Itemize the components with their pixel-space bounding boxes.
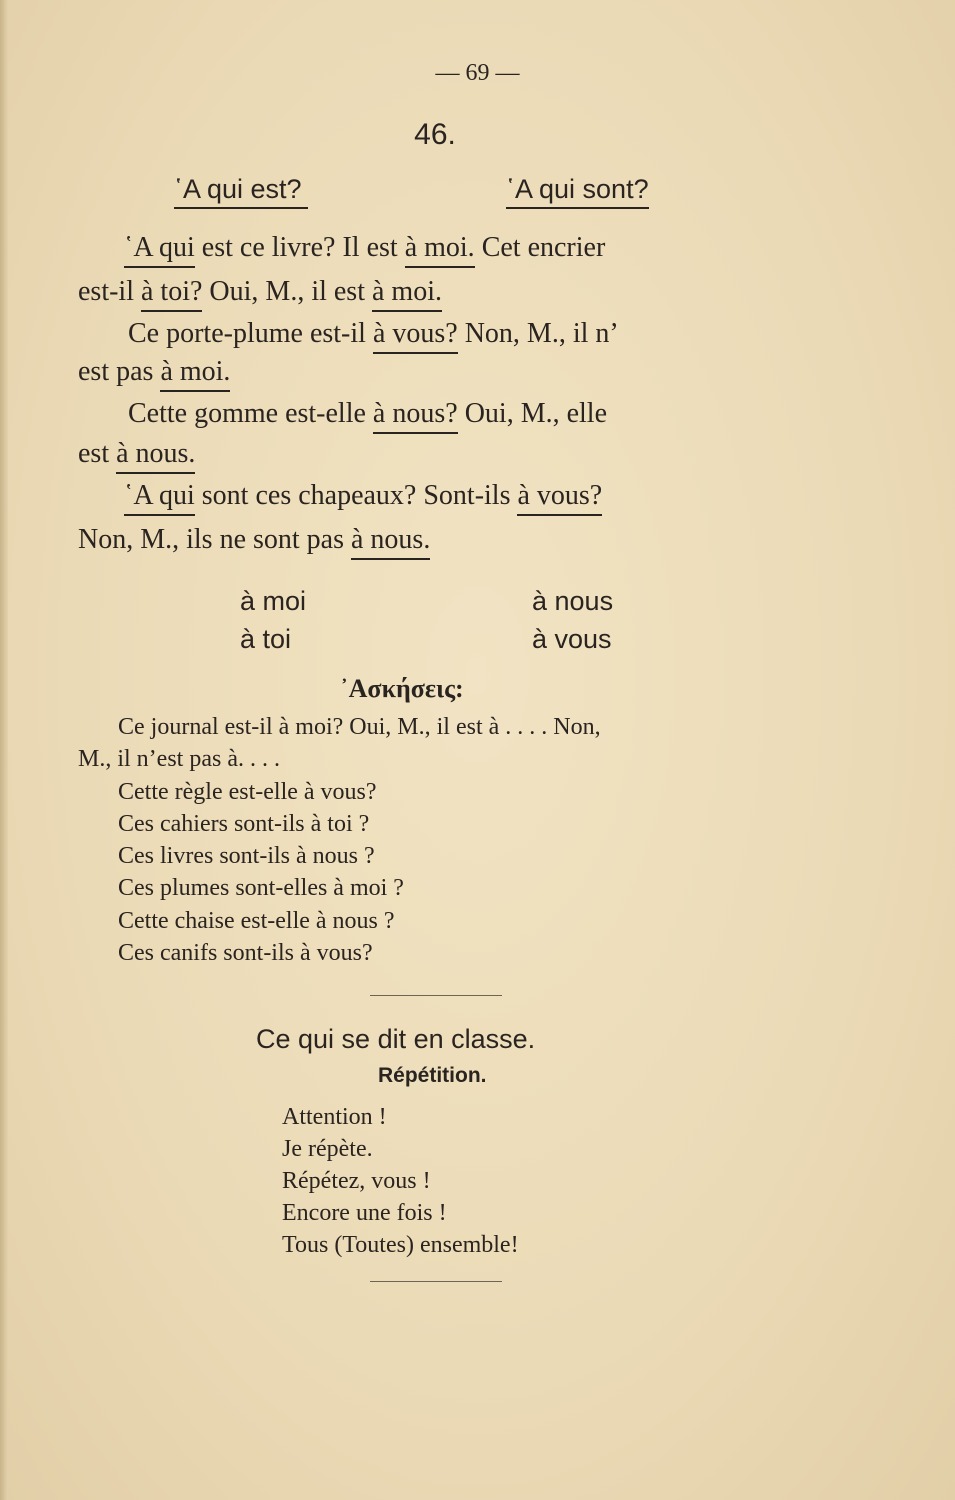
dialogue-line-2: est-il à toi? Oui, M., il est à moi.: [78, 276, 442, 312]
exercise-line: Ces canifs sont-ils à vous?: [118, 940, 373, 966]
pronoun-a-vous: à vous: [532, 624, 612, 654]
exercise-line: Cette chaise est-elle à nous ?: [118, 908, 395, 934]
lesson-number: 46.: [414, 118, 456, 151]
page-number: — 69 —: [435, 60, 520, 86]
exercise-line: Ce journal est-il à moi? Oui, M., il est à . . . . Non,: [118, 714, 601, 740]
heading-a-qui-est: ῾A qui est?: [174, 174, 308, 209]
section-divider: [370, 995, 502, 996]
exercise-line: Ces cahiers sont-ils à toi ?: [118, 811, 370, 837]
classroom-phrase: Répétez, vous !: [282, 1168, 431, 1194]
exercise-line: Ces plumes sont-elles à moi ?: [118, 875, 404, 901]
classroom-phrase: Encore une fois !: [282, 1200, 447, 1226]
dialogue-line-1: ῾A qui est ce livre? Il est à moi. Cet encrier: [124, 232, 605, 268]
exercise-line: Cette règle est-elle à vous?: [118, 779, 377, 805]
dialogue-line-3: Ce porte-plume est-il à vous? Non, M., il n’: [128, 318, 619, 354]
exercise-line: Ces livres sont-ils à nous ?: [118, 843, 375, 869]
classroom-subtitle: Répétition.: [378, 1064, 487, 1087]
dialogue-line-7: ῾A qui sont ces chapeaux? Sont-ils à vous?: [124, 480, 602, 516]
dialogue-line-8: Non, M., ils ne sont pas à nous.: [78, 524, 430, 560]
dialogue-line-6: est à nous.: [78, 438, 195, 474]
pronoun-a-nous: à nous: [532, 586, 614, 616]
classroom-phrase: Tous (Toutes) ensemble!: [282, 1232, 519, 1258]
heading-a-qui-sont: ῾A qui sont?: [506, 174, 649, 209]
section-divider: [370, 1281, 502, 1282]
classroom-phrase: Je répète.: [282, 1136, 373, 1162]
classroom-phrase: Attention !: [282, 1104, 387, 1130]
pronoun-a-moi: à moi: [240, 586, 307, 616]
exercise-line: M., il n’est pas à. . . .: [78, 746, 280, 772]
exercises-title: ᾿Ασκήσεις:: [340, 674, 464, 703]
classroom-title: Ce qui se dit en classe.: [256, 1024, 536, 1054]
pronoun-a-toi: à toi: [240, 624, 292, 654]
dialogue-line-5: Cette gomme est-elle à nous? Oui, M., elle: [128, 398, 607, 434]
page-spine-shadow: [0, 0, 8, 1500]
dialogue-line-4: est pas à moi.: [78, 356, 230, 392]
